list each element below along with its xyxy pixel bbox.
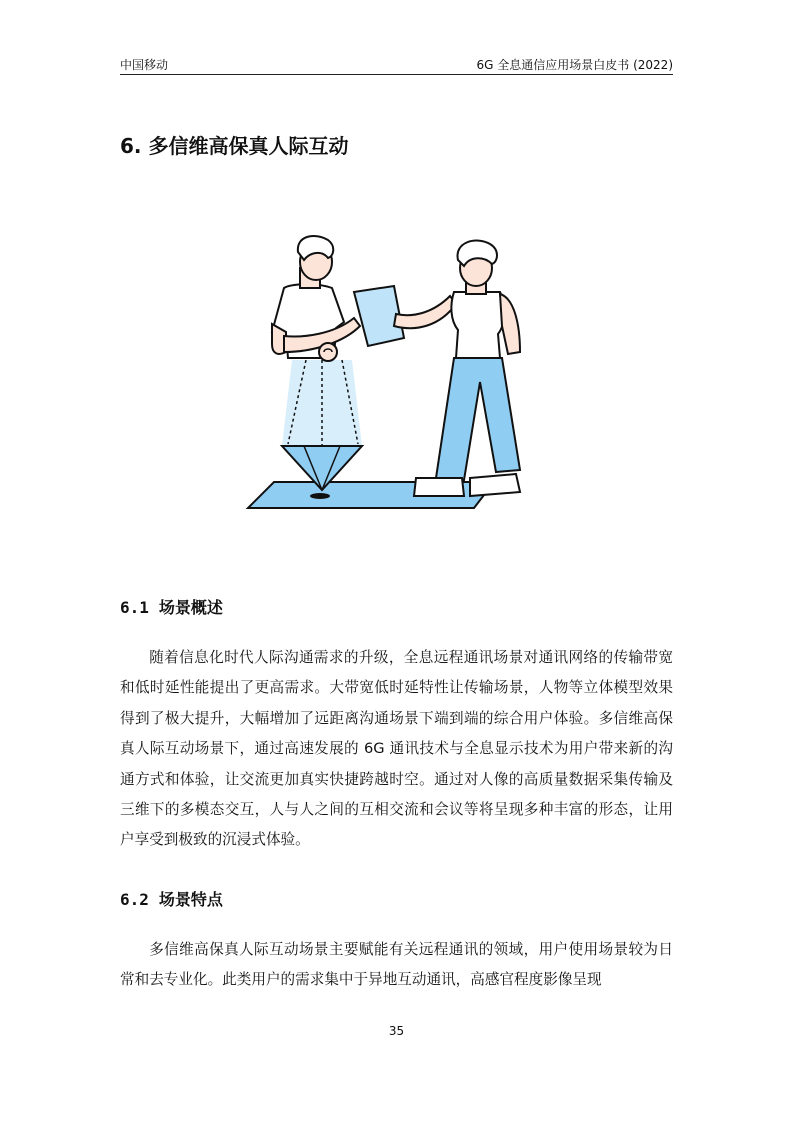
overview-paragraph: 随着信息化时代人际沟通需求的升级，全息远程通讯场景对通讯网络的传输带宽和低时延性能提出了更高需求。大带宽低时延特性让传输场景，人物等立体模型效果得到了极大提升，大幅增加了远距离沟通场景下端到端的综合用户体验。多信维高保真人际互动场景下，通过高速发展的 6G 通讯技术与全息显示技术为用户带来新的沟通方式和体验，让交流更加真实快捷跨越时空。通过对人像的高质量数据采集传输及三维下的多模态交互，人与人之间的互相交流和会议等将呈现多种丰富的形态，让用户享受到极致的沉浸式体验。 — [120, 649, 673, 849]
page-number: 35 — [388, 1024, 405, 1038]
person-right — [394, 241, 520, 496]
subsection-title: 场景特点 — [158, 890, 223, 909]
subsection-number: 6.2 — [120, 890, 149, 909]
hologram-person — [272, 236, 360, 361]
header-org: 中国移动 — [120, 58, 169, 72]
header-doc-title: 6G 全息通信应用场景白皮书 (2022) — [476, 58, 673, 72]
page-header — [120, 52, 673, 75]
section-title: 6. 多信维高保真人际互动 — [120, 134, 349, 158]
hologram-illustration — [244, 234, 534, 514]
features-paragraph: 多信维高保真人际互动场景主要赋能有关远程通讯的领域，用户使用场景较为日常和去专业化。此类用户的需求集中于异地互动通讯，高感官程度影像呈现 — [120, 941, 673, 989]
subsection-title: 场景概述 — [158, 598, 223, 617]
subsection-heading-6-1 — [120, 595, 223, 618]
subsection-number: 6.1 — [120, 598, 149, 617]
subsection-heading-6-2 — [120, 887, 223, 910]
